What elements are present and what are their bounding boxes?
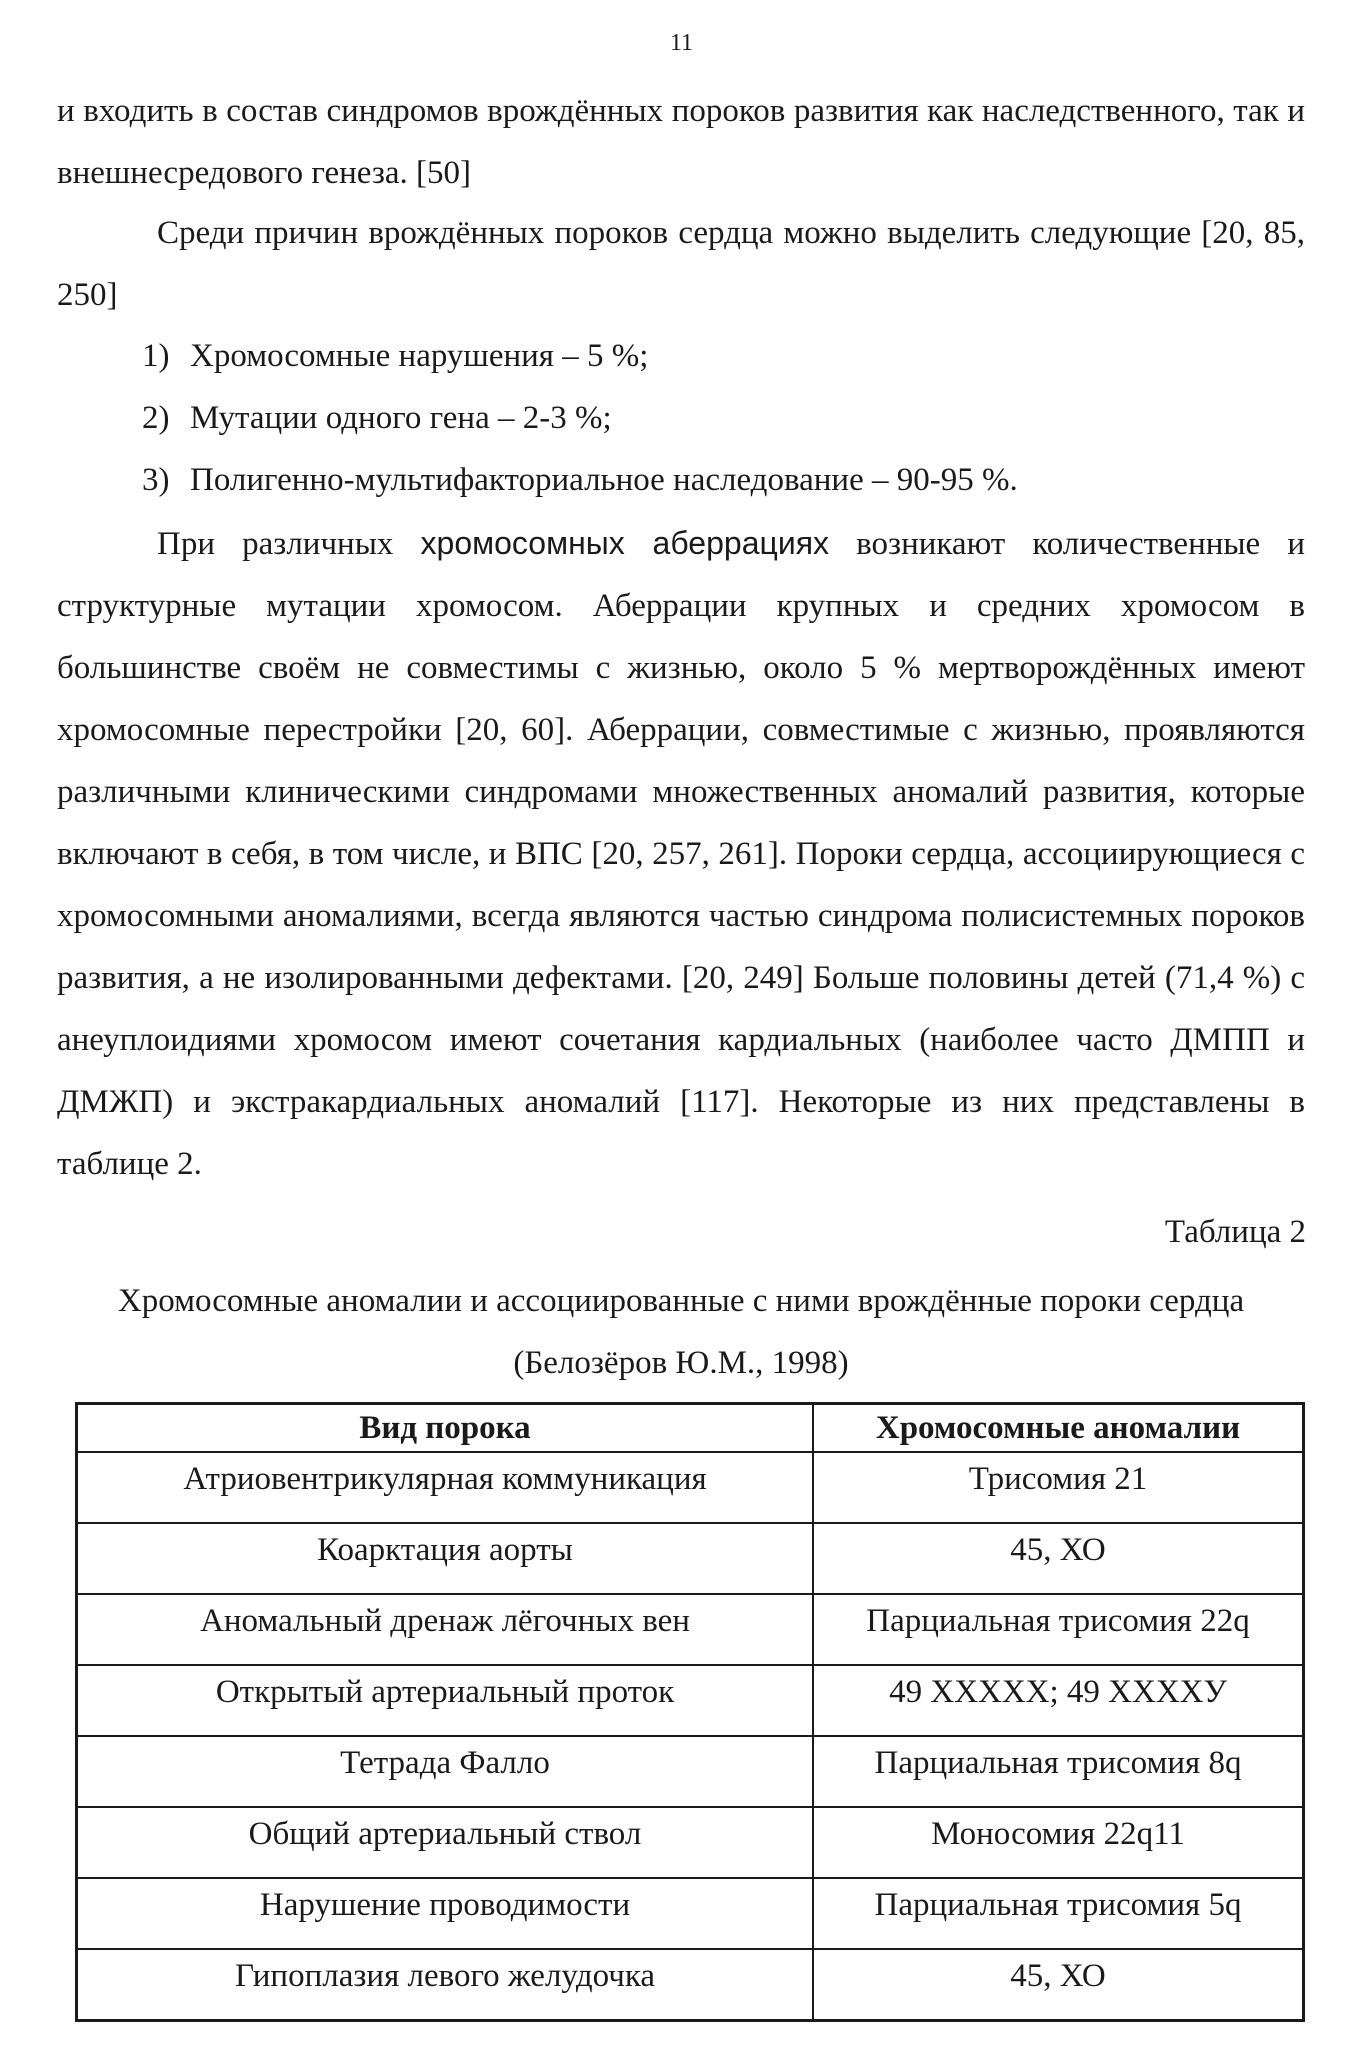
paragraph-causes: Среди причин врождённых пороков сердца можно выделить следующие [20, 85, 250] xyxy=(57,215,1305,313)
list-item-number: 3) xyxy=(142,462,170,498)
paragraph-intro: и входить в состав синдромов врождённых пороков развития как наследственного, так и внешнесредового генеза. [50] xyxy=(57,93,1305,191)
table-row xyxy=(77,1523,1304,1594)
table-row xyxy=(77,1736,1304,1807)
cell-anomaly: Парциальная трисомия 8q xyxy=(813,1736,1304,1807)
cell-defect: Нарушение проводимости xyxy=(77,1878,814,1949)
table-header-row xyxy=(77,1404,1304,1453)
list-item xyxy=(142,325,1242,387)
paragraph-lead: При различных xyxy=(157,526,421,562)
list-item-text: Полигенно-мультифакториальное наследование – 90-95 %. xyxy=(190,462,1018,498)
table-label: Таблица 2 xyxy=(1164,1214,1306,1250)
table-row xyxy=(77,1594,1304,1665)
cell-defect: Тетрада Фалло xyxy=(77,1736,814,1807)
list-item-number: 2) xyxy=(142,400,170,436)
list-item-number: 1) xyxy=(142,338,170,374)
column-header-anomaly: Хромосомные аномалии xyxy=(813,1404,1304,1453)
list-item xyxy=(142,387,1242,449)
paragraph-aberrations xyxy=(57,512,1305,1195)
cell-defect: Открытый артериальный проток xyxy=(77,1665,814,1736)
table-source: (Белозёров Ю.М., 1998) xyxy=(513,1345,849,1381)
cell-anomaly: Парциальная трисомия 22q xyxy=(813,1594,1304,1665)
paragraph-body: возникают количественные и структурные мутации хромосом. Аберрации крупных и средних хромосом в большинстве своём не совместимы с жизнью, около 5 % мертворождённых имеют хромосомные перестройки [20, 60]. Аберрации, совместимые с жизнью, проявляются различными клиническими синдромами множественных аномалий развития, которые включают в себя, в том числе, и ВПС [20, 257, 261]. Пороки сердца, ассоциирующиеся с хромосомными аномалиями, всегда являются частью синдрома полисистемных пороков развития, а не изолированными дефектами. [20, 249] Больше половины детей (71,4 %) с анеуплоидиями хромосом имеют сочетания кардиальных (наиболее часто ДМПП и ДМЖП) и экстракардиальных аномалий [117]. Некоторые из них представлены в таблице 2. xyxy=(57,526,1306,1182)
table-row xyxy=(77,1452,1304,1523)
page-number: 11 xyxy=(669,30,694,56)
table-row xyxy=(77,1665,1304,1736)
table-title: Хромосомные аномалии и ассоциированные с ними врождённые пороки сердца xyxy=(117,1283,1245,1319)
table-row xyxy=(77,1878,1304,1949)
table-row xyxy=(77,1807,1304,1878)
cell-defect: Гипоплазия левого желудочка xyxy=(77,1949,814,2021)
cell-anomaly: 49 ХХХХХ; 49 ХХХХУ xyxy=(813,1665,1304,1736)
emphasis-term: хромосомных аберрациях xyxy=(420,525,830,561)
cell-anomaly: Трисомия 21 xyxy=(813,1452,1304,1523)
column-header-defect: Вид порока xyxy=(77,1404,814,1453)
cell-anomaly: Парциальная трисомия 5q xyxy=(813,1878,1304,1949)
cell-defect: Коарктация аорты xyxy=(77,1523,814,1594)
cell-defect: Атриовентрикулярная коммуникация xyxy=(77,1452,814,1523)
cell-anomaly: Моносомия 22q11 xyxy=(813,1807,1304,1878)
list-item xyxy=(142,449,1242,511)
cell-anomaly: 45, ХО xyxy=(813,1523,1304,1594)
list-item-text: Мутации одного гена – 2-3 %; xyxy=(190,400,612,436)
list-item-text: Хромосомные нарушения – 5 %; xyxy=(190,338,649,374)
table-row xyxy=(77,1949,1304,2021)
anomalies-table xyxy=(75,1402,1305,2022)
cell-defect: Аномальный дренаж лёгочных вен xyxy=(77,1594,814,1665)
causes-list xyxy=(142,325,1242,511)
cell-defect: Общий артериальный ствол xyxy=(77,1807,814,1878)
cell-anomaly: 45, ХО xyxy=(813,1949,1304,2021)
